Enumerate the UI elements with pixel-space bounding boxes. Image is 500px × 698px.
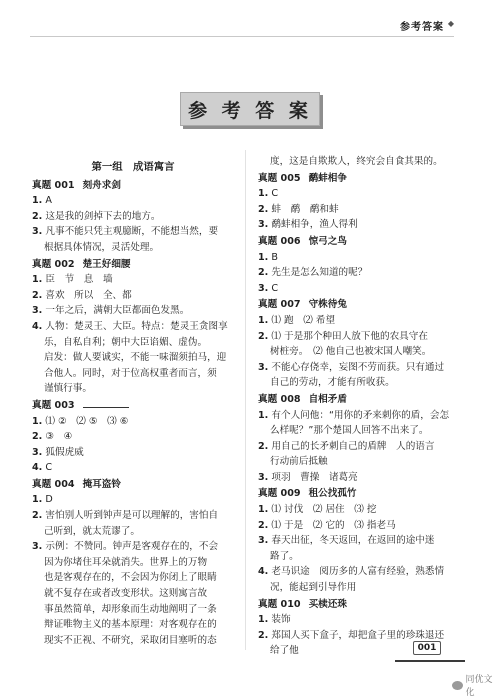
answer-continuation: 树桩旁。 ⑵ 他自己也被宋国人嘲笑。 [270,346,432,358]
answer-item: 3. 狐假虎威 [32,446,84,458]
group-title: 第一组 成语寓言 [91,161,175,173]
answer-item: 1. A [32,195,52,207]
answer-item: 2. 害怕别人听到钟声是可以理解的，害怕自 [32,510,219,522]
brand-watermark [452,672,500,698]
answer-item: 3. 一年之后，满朝大臣都面色发黑。 [32,305,190,317]
answer-continuation: 自己的劳动，才能有所收获。 [270,377,395,389]
answer-item: 2. 郑国人买下盒子，却把盒子里的珍珠退还 [258,629,445,641]
answer-continuation: 现实不正视、不研究，采取闭目塞听的态 [44,634,217,646]
answer-continuation: 给了他 [270,645,299,657]
section-header-003: 真题 003 [32,398,234,414]
answer-item: 4. 老马识途 阅历多的人富有经验，熟悉情 [258,566,445,578]
answer-item: 2. ⑴ 于是 ⑵ 它的 ⑶ 指老马 [258,519,396,531]
answer-continuation: 就不复存在或者改变形状。这则寓言故 [44,588,208,600]
brand-name: 同优文化 [465,675,493,698]
header-rule [30,36,454,37]
blank-line [83,399,129,408]
answer-continuation: 路了。 [270,550,299,562]
answer-item: 1. 臣 节 息 墙 [32,274,113,286]
answer-item: 2. 喜欢 所以 全、都 [32,289,132,301]
answer-item: 2. 先生是怎么知道的呢？ [258,267,368,279]
answer-continuation: 度，这是自欺欺人，终究会自食其果的。 [270,156,443,167]
answer-item: 2. ③ ④ [32,431,73,443]
answer-item: 1. ⑴ 讨伐 ⑵ 居住 ⑶ 挖 [258,504,377,516]
answer-item: 2. 这是我的剑掉下去的地方。 [32,210,161,222]
answer-continuation: 也是客观存在的，不会因为你闭上了眼睛 [44,572,217,584]
section-header-008: 真题 008 自相矛盾 [258,393,347,405]
answer-continuation: 谨慎行事。 [44,383,92,395]
answer-item: 1. D [32,494,53,506]
answer-item: 3. 示例：不赞同。钟声是客观存在的，不会 [32,541,219,553]
answer-item: 3. 鹬蚌相争，渔人得利 [258,219,358,231]
left-column [32,160,234,648]
answer-item: 3. 不能心存侥幸，妄图不劳而获。只有通过 [258,361,445,373]
section-header-010: 真题 010 买椟还珠 [258,598,347,610]
answer-continuation: 启发：做人要诚实，不能一味溜须拍马，迎 [44,352,227,364]
answer-continuation: 行动前后抵触 [270,456,328,468]
answer-item: 3. 春天出征，冬天返回，在返回的途中迷 [258,535,435,547]
answer-item: 1. ⑴ 跑 ⑵ 希望 [258,314,336,326]
column-divider [245,150,246,650]
answer-item: 1. ⑴ ② ⑵ ⑤ ⑶ ⑥ [32,415,129,427]
header-diamond-icon: ◆ [447,19,454,28]
answer-item: 1. C [258,188,279,200]
answer-item: 4. C [32,462,53,474]
section-header-005: 真题 005 鹬蚌相争 [258,172,347,184]
answer-continuation: 根据具体情况，灵活处理。 [44,241,160,253]
answer-item: 4. 人物：楚灵王、大臣。特点：楚灵王贪图享 [32,320,228,332]
answer-continuation: 己听到，就太荒谬了。 [44,525,140,537]
answer-item: 3. C [258,282,279,294]
answer-continuation: 乐，自私自利；朝中大臣谄媚、虚伪。 [44,336,208,348]
page-number: 001 [413,641,441,655]
answer-continuation: 么样呢？”那个楚国人回答不出来了。 [270,425,429,437]
right-column [258,154,468,659]
answer-item: 2. 用自己的长矛刺自己的盾牌 人的语言 [258,440,435,452]
answer-item: 1. 装饰 [258,614,291,626]
section-header-004: 真题 004 掩耳盗铃 [32,478,121,490]
answer-continuation: 合他人。同时，对于位高权重者而言，须 [44,367,217,379]
answer-continuation: 况，能起到引导作用 [270,582,357,594]
answer-item: 1. B [258,251,278,263]
answer-continuation: 因为你堵住耳朵就消失。世界上的万物 [44,556,208,568]
section-header-006: 真题 006 惊弓之鸟 [258,235,347,247]
section-header-009: 真题 009 租公找孤竹 [258,488,357,500]
section-header-002: 真题 002 楚王好细腰 [32,258,131,270]
answer-item: 2. ⑴ 于是那个种田人放下他的农具守在 [258,330,428,342]
section-header-007: 真题 007 守株待兔 [258,299,347,311]
answer-item: 1. 有个人问他：“用你的矛来刺你的盾，会怎 [258,409,450,421]
answer-continuation: 事虽然简单，却形象而生动地阐明了一条 [44,603,217,615]
header-section-tag: 参考答案 [400,22,444,33]
wechat-icon [452,681,463,690]
answer-item: 2. 蚌 鹬 鹬和蚌 [258,203,339,215]
page-number-rule [395,660,465,662]
answer-continuation: 辩证唯物主义的基本原理：对客观存在的 [44,619,217,631]
answer-item: 3. 项羽 曹操 诸葛亮 [258,471,358,483]
answer-item: 3. 凡事不能只凭主观臆断，不能想当然，要 [32,226,219,238]
section-header-001: 真题 001 刻舟求剑 [32,179,121,191]
page-title: 参 考 答 案 [180,92,320,126]
